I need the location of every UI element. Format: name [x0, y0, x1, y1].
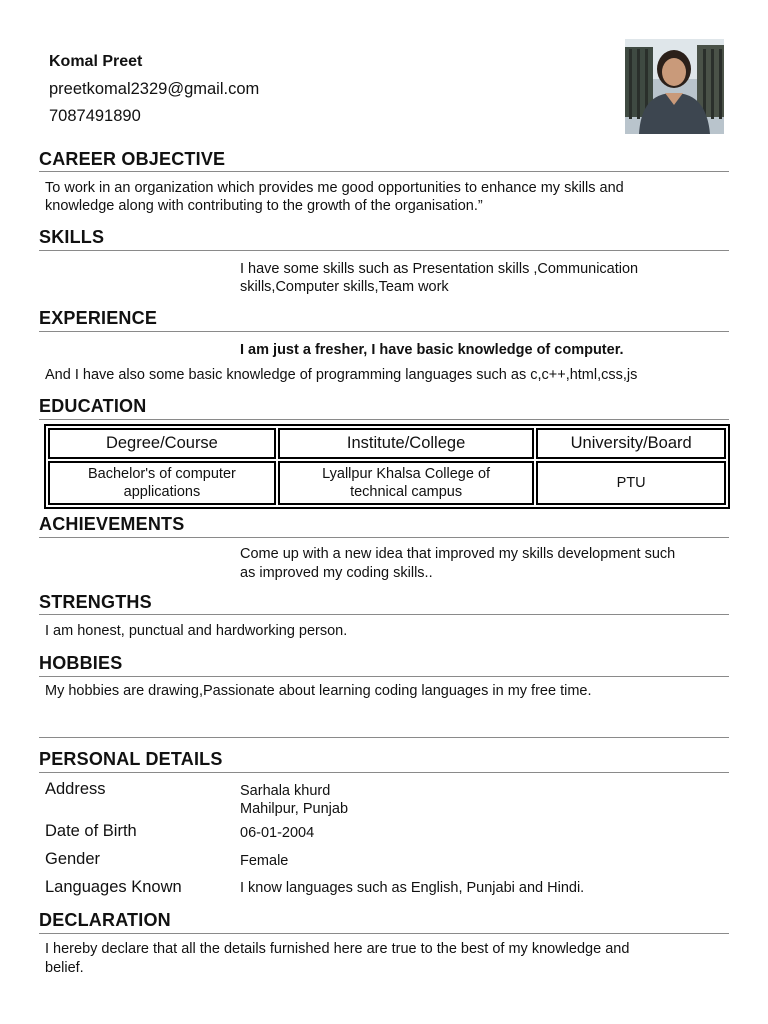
strengths-heading: STRENGTHS: [39, 592, 152, 612]
section-divider: [39, 772, 729, 773]
section-divider: [39, 614, 729, 615]
dob-label: Date of Birth: [45, 822, 137, 840]
section-divider: [39, 676, 729, 677]
section-divider: [39, 537, 729, 538]
column-header-degree: Degree/Course: [48, 428, 276, 459]
gender-value: Female: [240, 853, 289, 869]
education-heading: EDUCATION: [39, 396, 147, 416]
experience-heading: EXPERIENCE: [39, 308, 158, 328]
declaration-heading: DECLARATION: [39, 910, 171, 930]
table-row: [48, 461, 726, 505]
section-divider: [39, 171, 729, 172]
experience-fresher-statement: I am just a fresher, I have basic knowledge of computer.: [240, 342, 624, 358]
dob-value: 06-01-2004: [240, 825, 315, 841]
board-cell: PTU: [536, 461, 726, 505]
section-divider: [39, 250, 729, 251]
section-divider: [39, 737, 729, 738]
experience-programming-text: And I have also some basic knowledge of programming languages such as c,c++,html,css,js: [45, 367, 638, 383]
address-label: Address: [45, 780, 106, 798]
profile-photo-image: [625, 39, 724, 134]
column-header-board: University/Board: [536, 428, 726, 459]
education-table: [44, 424, 730, 509]
skills-heading: SKILLS: [39, 227, 105, 247]
address-line-2: Mahilpur, Punjab: [240, 801, 349, 817]
institute-line-1: Lyallpur Khalsa College of: [322, 465, 491, 482]
declaration-text-line-2: belief.: [45, 960, 84, 976]
degree-line-2: applications: [123, 484, 201, 500]
section-divider: [39, 419, 729, 420]
achievements-text-line-2: as improved my coding skills..: [240, 565, 433, 581]
address-line-1: Sarhala khurd: [240, 783, 331, 799]
skills-text-line-1: I have some skills such as Presentation skills ,Communication: [240, 261, 639, 277]
languages-label: Languages Known: [45, 878, 182, 896]
declaration-text-line-1: I hereby declare that all the details furnished here are true to the best of my knowledge and: [45, 941, 630, 957]
profile-photo: [625, 39, 724, 134]
institute-cell: [278, 461, 534, 505]
section-divider: [39, 331, 729, 332]
degree-cell: [48, 461, 276, 505]
table-header-row: [48, 428, 726, 459]
column-header-institute: Institute/College: [278, 428, 534, 459]
strengths-text: I am honest, punctual and hardworking person.: [45, 623, 348, 639]
hobbies-text: My hobbies are drawing,Passionate about learning coding languages in my free time.: [45, 683, 592, 699]
career-objective-text-line-1: To work in an organization which provides me good opportunities to enhance my skills and: [45, 180, 624, 196]
hobbies-heading: HOBBIES: [39, 653, 123, 673]
institute-line-2: technical campus: [350, 484, 463, 500]
personal-details-heading: PERSONAL DETAILS: [39, 749, 223, 769]
phone-number: 7087491890: [49, 107, 141, 125]
skills-text-line-2: skills,Computer skills,Team work: [240, 279, 449, 295]
candidate-name: Komal Preet: [49, 53, 143, 70]
degree-line-1: Bachelor's of computer: [88, 465, 236, 482]
career-objective-heading: CAREER OBJECTIVE: [39, 149, 226, 169]
career-objective-text-line-2: knowledge along with contributing to the growth of the organisation.”: [45, 198, 483, 214]
gender-label: Gender: [45, 850, 101, 868]
achievements-heading: ACHIEVEMENTS: [39, 514, 185, 534]
achievements-text-line-1: Come up with a new idea that improved my skills development such: [240, 546, 676, 562]
section-divider: [39, 933, 729, 934]
email-address: preetkomal2329@gmail.com: [49, 80, 260, 98]
languages-value: I know languages such as English, Punjabi and Hindi.: [240, 880, 585, 896]
